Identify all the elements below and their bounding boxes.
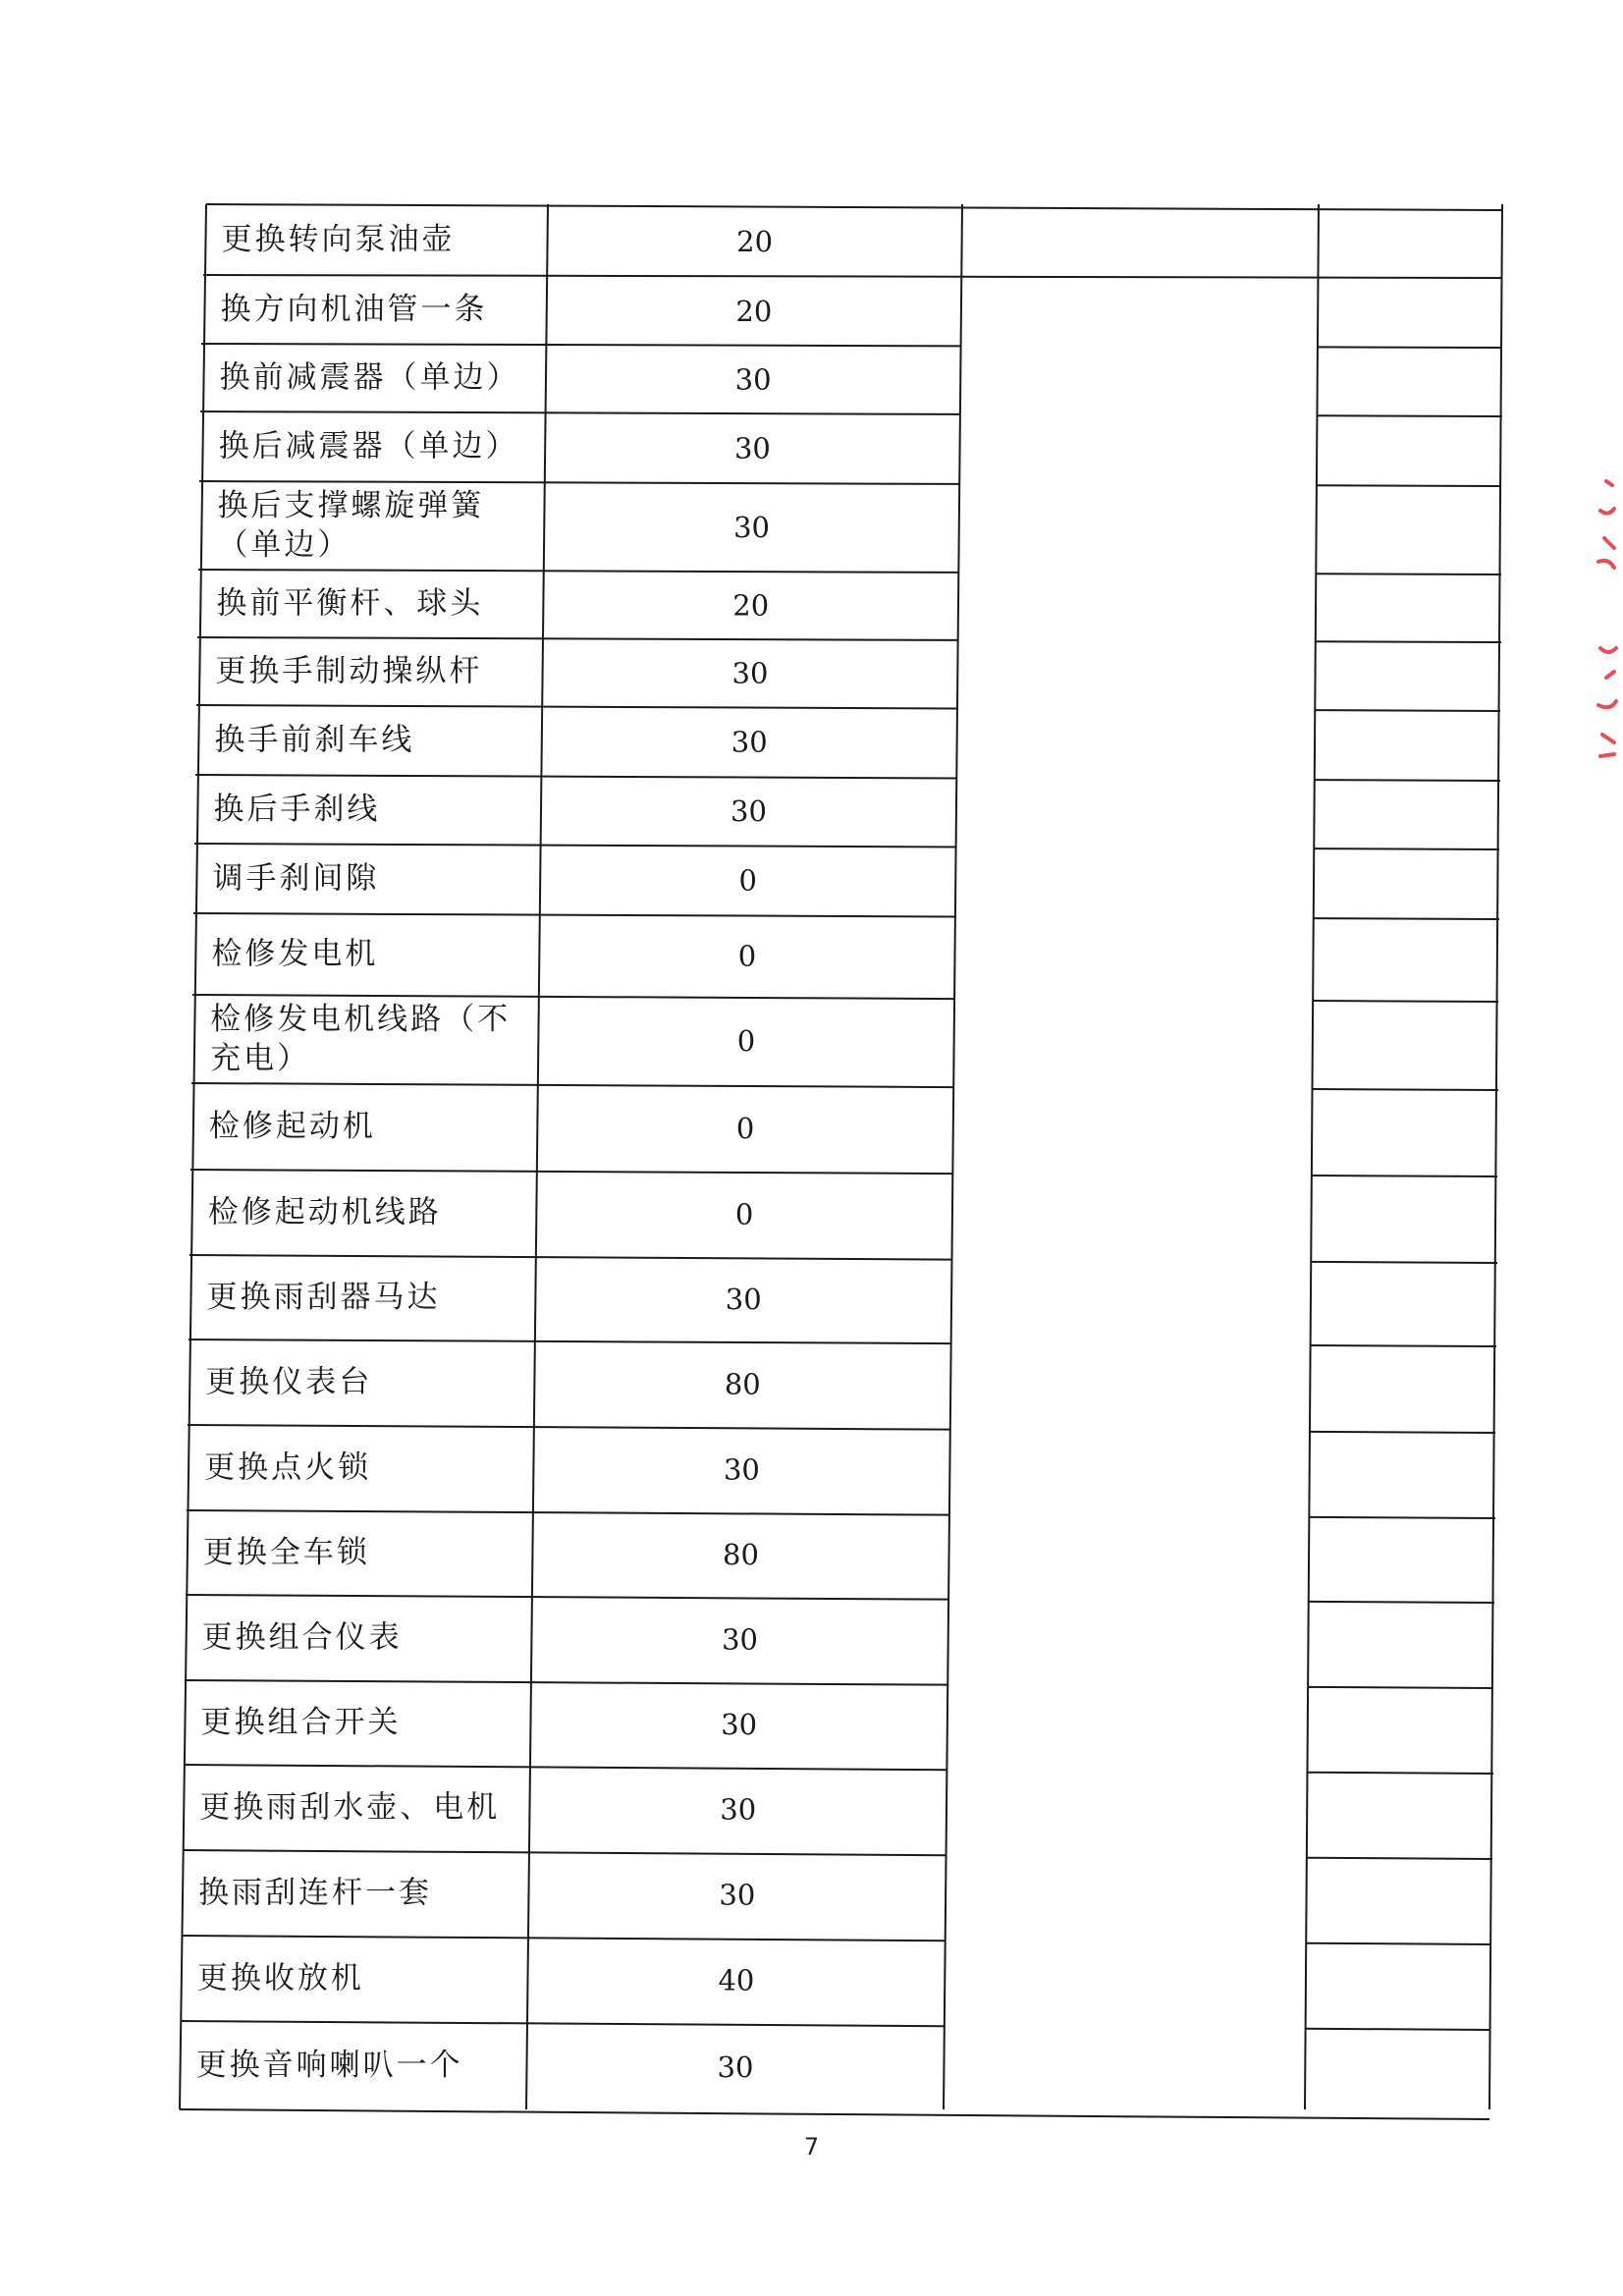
labor-hours: 30 <box>723 1452 760 1487</box>
labor-hours: 30 <box>733 511 770 544</box>
red-stamp-fragment <box>1598 481 1616 756</box>
page-number: 7 <box>803 2133 820 2160</box>
labor-hours: 30 <box>725 1283 762 1316</box>
labor-hours: 20 <box>732 588 770 623</box>
item-name: 换后手刹线 <box>213 792 381 827</box>
item-name: 更换雨刮器马达 <box>206 1280 441 1315</box>
labor-hours: 20 <box>735 295 773 328</box>
item-name: 更换音响喇叭一个 <box>195 2048 463 2083</box>
labor-hours: 20 <box>736 225 774 258</box>
labor-hours: 0 <box>735 1112 755 1145</box>
item-name: 更换转向泵油壶 <box>221 222 456 257</box>
labor-hours: 0 <box>737 939 757 973</box>
labor-hours: 30 <box>730 725 768 759</box>
labor-hours: 40 <box>718 1963 755 1997</box>
item-name: 检修发电机 <box>211 936 379 972</box>
labor-hours: 80 <box>723 1538 759 1571</box>
item-name: 更换组合开关 <box>200 1705 402 1740</box>
labor-hours: 30 <box>722 1622 759 1657</box>
item-name: 检修起动机 <box>208 1109 376 1144</box>
labor-hours: 30 <box>719 1878 756 1912</box>
item-name: 检修起动机线路 <box>207 1194 442 1230</box>
labor-hours: 30 <box>734 362 772 397</box>
labor-hours: 30 <box>721 1708 758 1741</box>
item-name: 更换手制动操纵杆 <box>215 653 483 689</box>
item-name: 换雨刮连杆一套 <box>198 1875 433 1911</box>
item-name: 更换雨刮水壶、电机 <box>199 1789 501 1826</box>
item-name: 更换全车锁 <box>202 1535 370 1570</box>
labor-hours: 0 <box>736 1024 756 1058</box>
item-name: 更换组合仪表 <box>201 1619 403 1656</box>
item-name: 更换点火锁 <box>204 1449 372 1486</box>
labor-hours: 30 <box>720 1792 757 1827</box>
item-name: 换前平衡杆、球头 <box>216 585 484 622</box>
table-body <box>196 222 773 2084</box>
item-name: 检修发电机线路（不充电） <box>210 1002 512 1076</box>
labor-hours: 80 <box>724 1367 761 1401</box>
item-name: 换方向机油管一条 <box>220 292 488 327</box>
item-name: 换前减震器（单边） <box>219 359 520 396</box>
item-name: 换手前刹车线 <box>214 722 415 758</box>
item-name: 更换收放机 <box>196 1960 364 1996</box>
labor-hours: 30 <box>733 431 771 465</box>
item-name: 更换仪表台 <box>205 1364 373 1400</box>
item-name: 换后减震器（单边） <box>218 428 519 465</box>
labor-hours: 30 <box>730 794 767 828</box>
labor-hours: 30 <box>717 2050 754 2084</box>
labor-hours: 30 <box>731 656 769 690</box>
labor-hours: 0 <box>734 1197 754 1231</box>
labor-hours: 0 <box>738 863 757 898</box>
item-name: 调手刹间隙 <box>212 860 380 897</box>
item-name: 换后支撑螺旋弹簧（单边） <box>217 488 485 563</box>
